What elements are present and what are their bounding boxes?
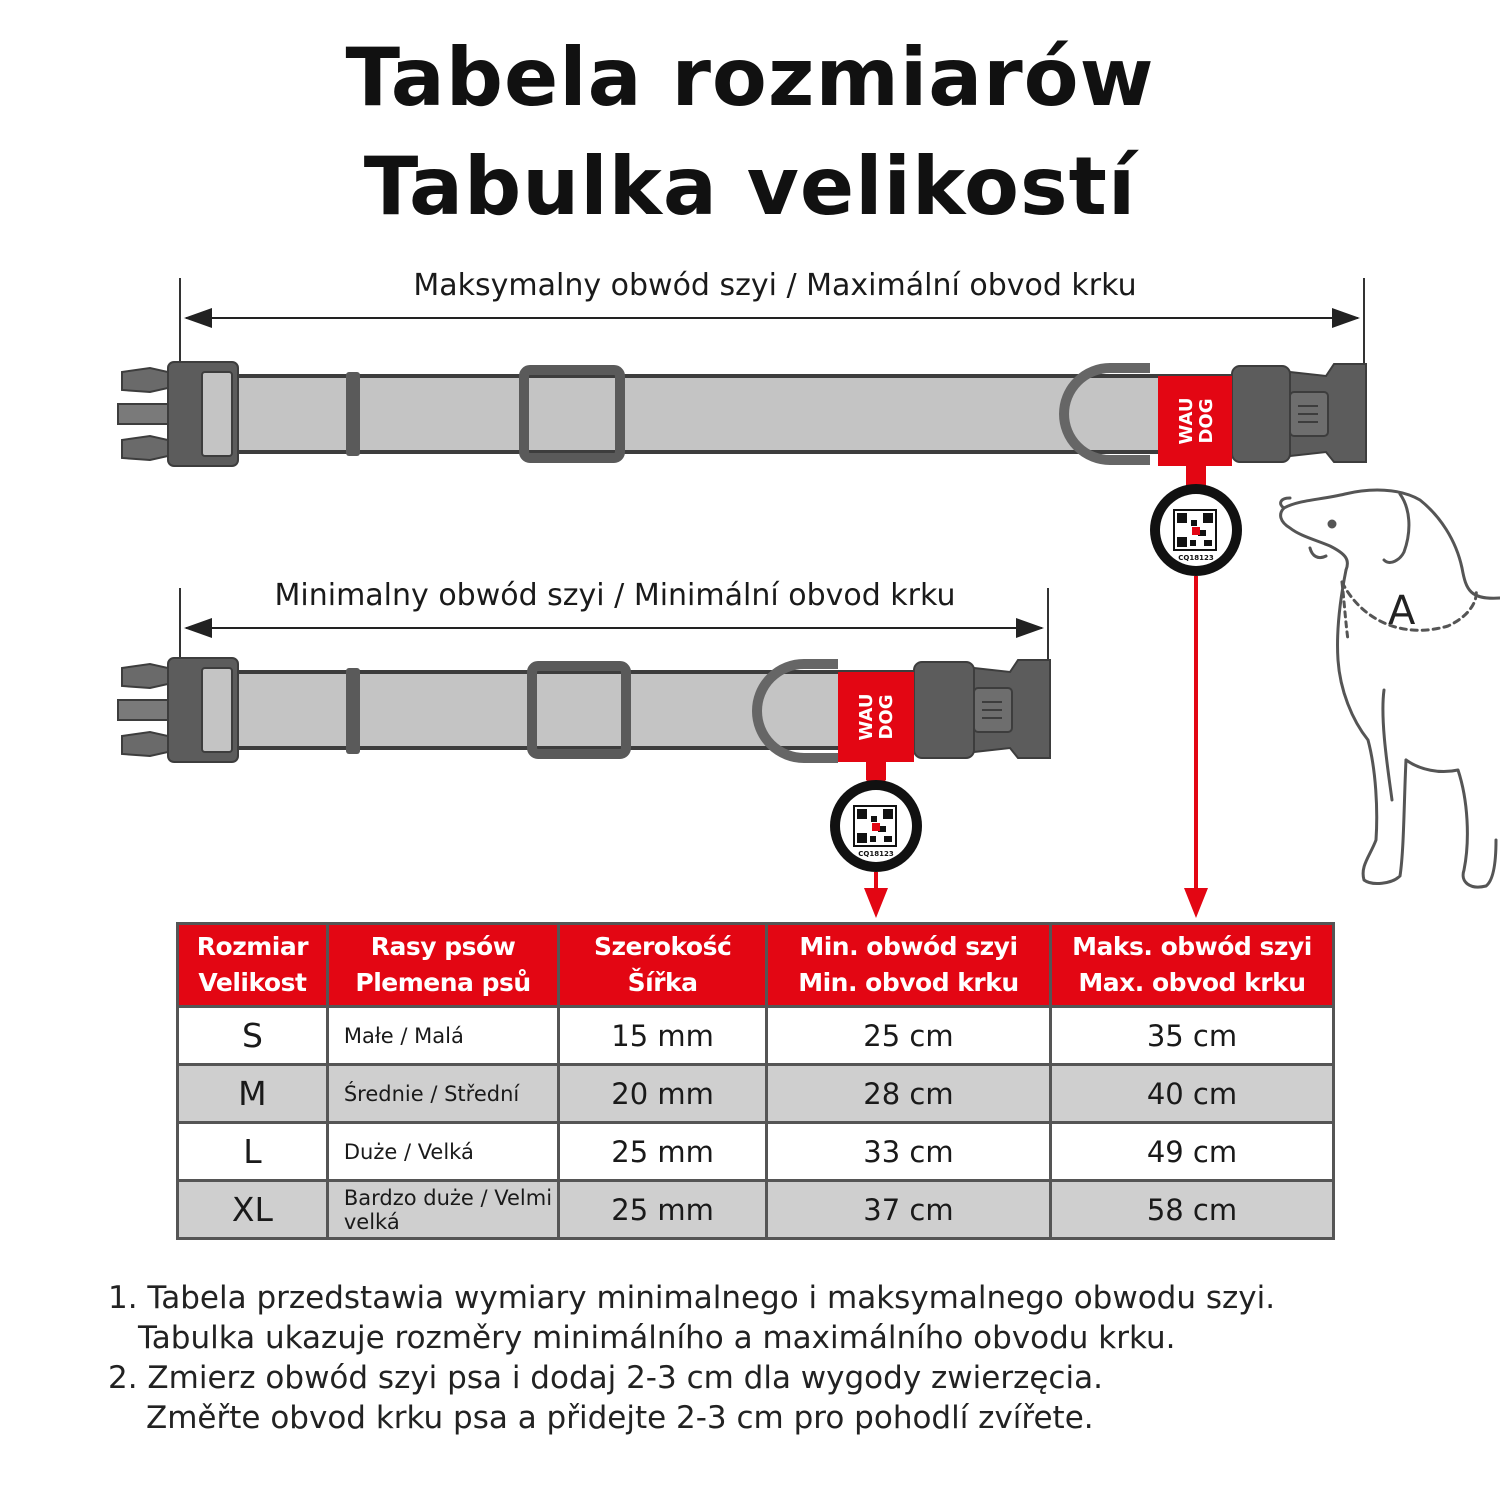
cell-size: L	[178, 1123, 328, 1181]
cell-max: 58 cm	[1050, 1181, 1333, 1239]
cell-max: 40 cm	[1050, 1065, 1333, 1123]
cell-min: 33 cm	[766, 1123, 1050, 1181]
cell-width: 25 mm	[559, 1181, 767, 1239]
note-2-cz: Změřte obvod krku psa a přidejte 2-3 cm pro pohodlí zvířete.	[146, 1400, 1094, 1436]
cell-size: S	[178, 1007, 328, 1065]
cell-min: 37 cm	[766, 1181, 1050, 1239]
buckle-female-right	[1232, 364, 1366, 462]
cell-width: 25 mm	[559, 1123, 767, 1181]
brand-text-line1-min: WAU	[856, 693, 877, 741]
buckle-clip-left	[118, 362, 238, 466]
cell-breed: Małe / Malá	[327, 1007, 558, 1065]
brand-text-line2-min: DOG	[876, 694, 897, 740]
cell-breed: Bardzo duże / Velmi velká	[327, 1181, 558, 1239]
note-1-cz: Tabulka ukazuje rozměry minimálního a maximálního obvodu krku.	[138, 1320, 1176, 1356]
size-table	[176, 922, 1335, 1240]
cell-size: M	[178, 1065, 328, 1123]
cell-min: 25 cm	[766, 1007, 1050, 1065]
table-row	[178, 1123, 1334, 1181]
buckle-female-right-min	[914, 660, 1050, 758]
header-width: Szerokość Šířka	[559, 924, 767, 1007]
cell-max: 35 cm	[1050, 1007, 1333, 1065]
qr-tag-max	[1150, 484, 1242, 576]
cell-breed: Duże / Velká	[327, 1123, 558, 1181]
note-1-pl: 1. Tabela przedstawia wymiary minimalnego i maksymalnego obwodu szyi.	[108, 1280, 1276, 1316]
brand-text-line2: DOG	[1196, 398, 1217, 444]
page-title: Tabela rozmiarów	[345, 31, 1155, 124]
max-neck-label: Maksymalny obwód szyi / Maximální obvod krku	[413, 268, 1137, 303]
collar-min	[118, 658, 1050, 918]
tag-code-max: CQ18123	[1178, 554, 1214, 562]
header-min-neck: Min. obwód szyi Min. obvod krku	[766, 924, 1050, 1007]
note-2-pl: 2. Zmierz obwód szyi psa i dodaj 2-3 cm dla wygody zwierzęcia.	[108, 1360, 1103, 1396]
dog-outline-icon	[1281, 490, 1500, 887]
cell-min: 28 cm	[766, 1065, 1050, 1123]
qr-tag-min	[830, 780, 922, 872]
tag-code-min: CQ18123	[858, 850, 894, 858]
buckle-clip-left-min	[118, 658, 238, 762]
notes-section	[108, 1278, 1488, 1438]
cell-size: XL	[178, 1181, 328, 1239]
header-breeds: Rasy psów Plemena psů	[327, 924, 558, 1007]
collar-max	[118, 362, 1366, 918]
min-neck-label: Minimalny obwód szyi / Minimální obvod krku	[274, 578, 956, 613]
header-size: Rozmiar Velikost	[178, 924, 328, 1007]
table-row	[178, 1007, 1334, 1065]
cell-width: 20 mm	[559, 1065, 767, 1123]
header-max-neck: Maks. obwód szyi Max. obvod krku	[1050, 924, 1333, 1007]
cell-max: 49 cm	[1050, 1123, 1333, 1181]
brand-text-line1: WAU	[1176, 397, 1197, 445]
cell-width: 15 mm	[559, 1007, 767, 1065]
table-header-row	[178, 924, 1334, 1007]
neck-marker-label: A	[1388, 588, 1416, 634]
page-subtitle: Tabulka velikostí	[363, 140, 1137, 233]
table-row	[178, 1181, 1334, 1239]
cell-breed: Średnie / Střední	[327, 1065, 558, 1123]
table-row	[178, 1065, 1334, 1123]
